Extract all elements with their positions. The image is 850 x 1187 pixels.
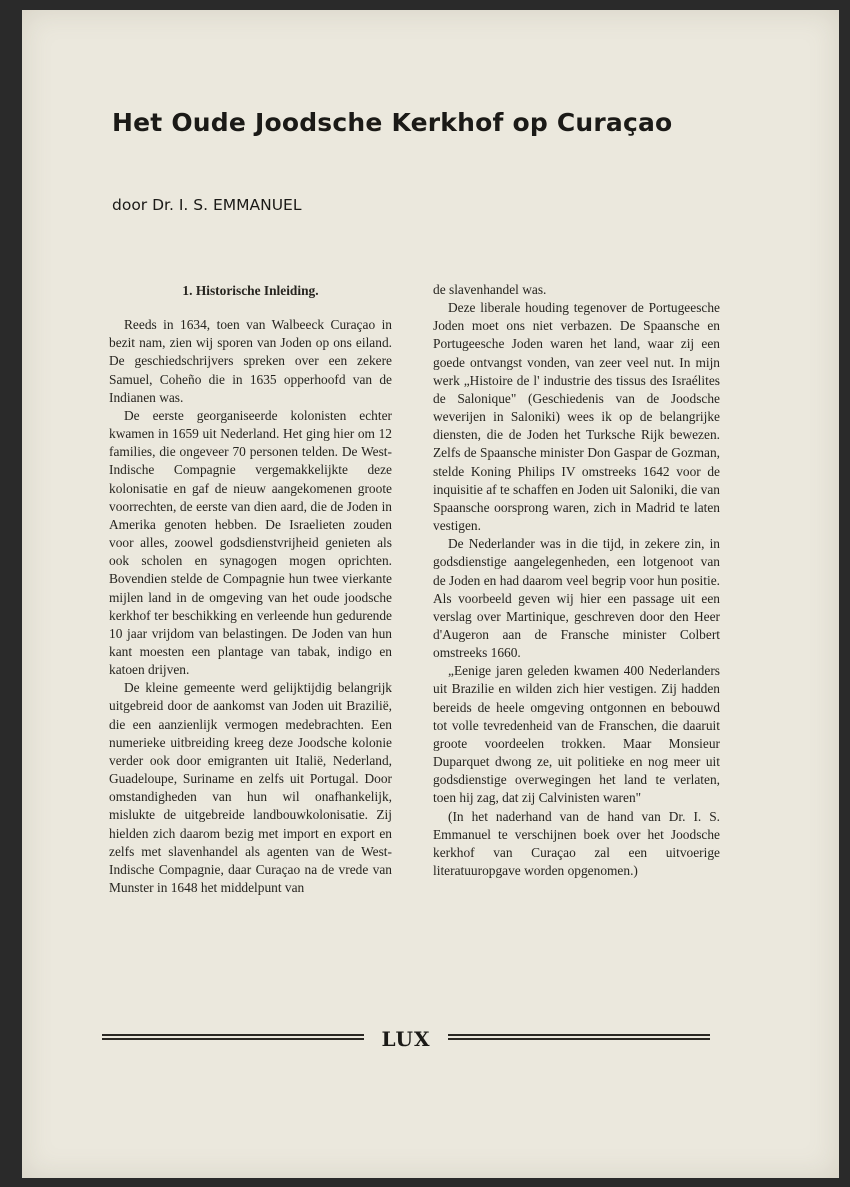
paragraph: (In het naderhand van de hand van Dr. I. S. Emmanuel te verschijnen boek over het Joodsche kerkhof van Curaçao zal een uitvoerige literatuuropgave worden opgenomen.) — [433, 808, 720, 878]
paragraph: De kleine gemeente werd gelijktijdig belangrijk uitgebreid door de aankomst van Joden uit Brazilië, die een aanzienlijk vermogen medebrachten. Een numerieke uitbreiding kreeg deze Joodsche kolonie verder ook door emigranten uit Italië, Nederland, Guadeloupe, Suriname en zelfs uit Portugal. Door omstandigheden van hun wil onafhankelijk, mislukte de uitgebreide landbouwkolonisatie. Zij hielden zich daarom bezig met import en export en zelfs met slavenhandel als agenten van de West-Indische Compagnie, daar Curaçao na de vrede van Munster in 1648 het middelpunt van — [109, 680, 392, 895]
paragraph: De Nederlander was in die tijd, in zekere zin, in godsdienstige aangelegenheden, een lotgenoot van de Joden en had daarom veel begrip voor hun positie. Als voorbeeld geven wij hier een passage uit een verslag over Martinique, geschreven door den Heer d'Augeron aan de Fransche minister Colbert omstreeks 1660. — [433, 536, 720, 661]
page — [22, 10, 839, 1178]
article-title: Het Oude Joodsche Kerkhof op Curaçao — [112, 108, 673, 137]
paragraph: „Eenige jaren geleden kwamen 400 Nederlanders uit Brazilie en wilden zich hier vestigen. Zij hadden bereids de heele omgeving ontgonnen en bebouwd tot volle tevredenheid van de Franschen, die daaruit groote voordeelen trokken. Maar Monsieur Duparquet dwong ze, uit politieke en nog meer uit godsdienstige overwegingen het land te verlaten, toen hij zag, dat zij Calvinisten waren" — [433, 663, 720, 806]
paragraph: De eerste georganiseerde kolonisten echter kwamen in 1659 uit Nederland. Het ging hier om 12 families, die ongeveer 70 personen telden. De West-Indische Compagnie vergemakkelijkte deze kolonisatie en gaf de nieuw aangekomenen groote voorrechten, de eerste van dien aard, die de Joden in Amerika genoten hebben. De Israelieten zouden voor alles, zoowel godsdienstvrijheid genieten als ook scholen en synagogen mogen oprichten. Bovendien stelde de Compagnie hun twee vierkante mijlen land in de omgeving van het oude joodsche kerkhof ter beschikking en verleende hun gedurende 10 jaar vrijdom van belastingen. De Joden van hun kant moesten een plantage van tabak, indigo en katoen drijven. — [109, 407, 392, 678]
footer-logo: LUX — [381, 1027, 431, 1051]
paragraph-continuation: de slavenhandel was. — [433, 282, 547, 297]
footer-rule-right — [448, 1034, 710, 1043]
left-column — [109, 282, 392, 897]
right-column — [433, 281, 720, 880]
footer-rule-left — [102, 1034, 364, 1043]
footer — [102, 1029, 710, 1051]
article-byline: door Dr. I. S. EMMANUEL — [112, 196, 302, 214]
paragraph: Reeds in 1634, toen van Walbeeck Curaçao in bezit nam, zien wij sporen van Joden op ons eiland. De geschiedschrijvers spreken over een zekere Samuel, Coheño die in 1635 opperhoofd van de Indianen was. — [109, 317, 392, 405]
section-heading: 1. Historische Inleiding. — [182, 283, 319, 298]
paragraph: Deze liberale houding tegenover de Portugeesche Joden moet ons niet verbazen. De Spaansche en Portugeesche Joden waren het land, waar zij een goede ontvangst vonden, van zeer veel nut. In mijn werk „Histoire de l' industrie des tissus des Israélites de Salonique" (Geschiedenis van de Joodsche weverijen in Saloniki) wees ik op de belangrijke diensten, die de Joden het Turksche Rijk bewezen. Zelfs de Spaansche minister Don Gaspar de Gozman, stelde Koning Philips IV omstreeks 1642 voor de inquisitie af te schaffen en Joden uit Saloniki, die van Spaansche oorsprong waren, zich in Madrid te laten vestigen. — [433, 300, 720, 534]
